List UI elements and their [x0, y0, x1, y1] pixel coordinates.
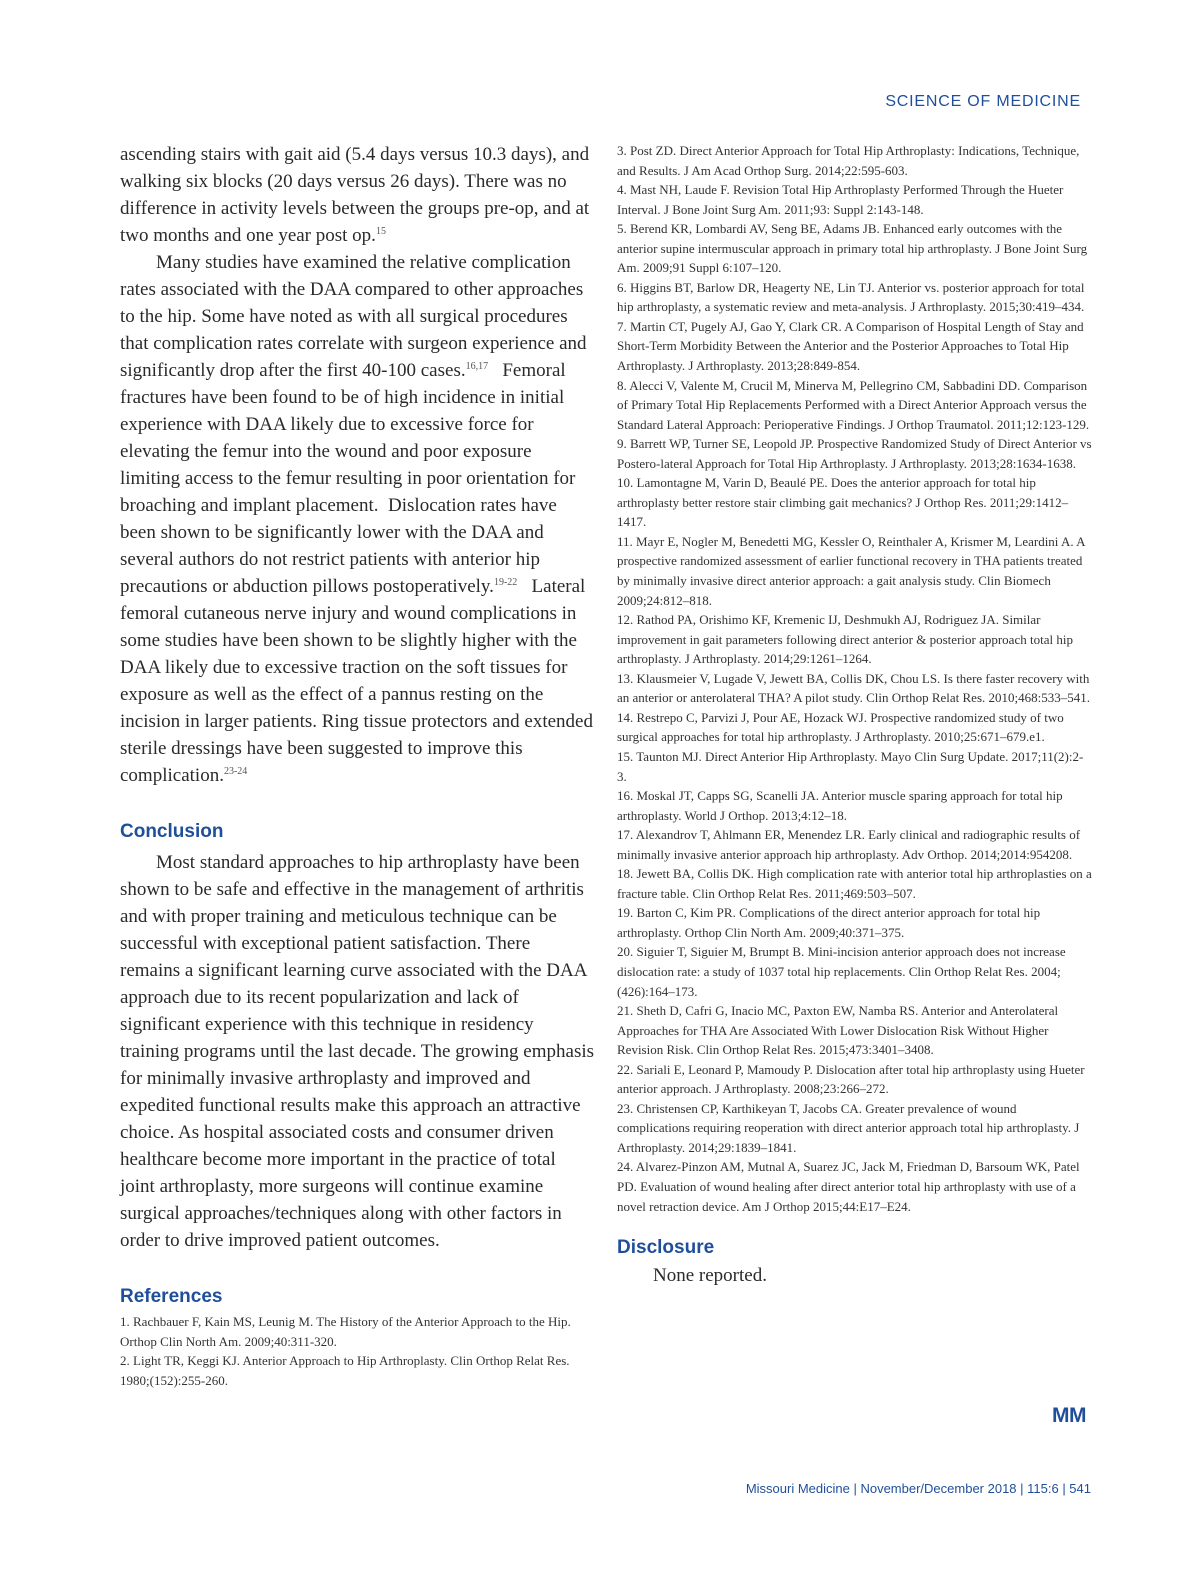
reference-item: 1. Rachbauer F, Kain MS, Leunig M. The History of the Anterior Approach to the Hip. Orthop Clin North Am. 2009;40:311-320. [120, 1314, 571, 1349]
reference-item: 14. Restrepo C, Parvizi J, Pour AE, Hozack WJ. Prospective randomized study of two surgical approaches for total hip arthroplasty. J Arthroplasty. 2010;25:671–679.e1. [617, 709, 1064, 745]
disclosure-heading: Disclosure [617, 1237, 715, 1259]
reference-list-left [120, 1312, 595, 1390]
citation-superscript: 23-24 [223, 766, 248, 777]
references-heading: References [120, 1286, 223, 1307]
reference-item: 23. Christensen CP, Karthikeyan T, Jacobs CA. Greater prevalence of wound complications requiring reoperation with direct anterior approach total hip arthroplasty. J Arthroplasty. 2014;29:1839–1841. [617, 1100, 1080, 1155]
citation-superscript: 16,17 [465, 361, 489, 372]
reference-item: 21. Sheth D, Cafri G, Inacio MC, Paxton EW, Namba RS. Anterior and Anterolateral Approaches for THA Are Associated With Lower Dislocation Risk Without Higher Revision Risk. Clin Orthop Relat Res. 2015;473:3401–3408. [617, 1003, 1059, 1058]
paragraph-2-text-3: Lateral femoral cutaneous nerve injury and wound complications in some studies have been shown to be slightly higher with the DAA likely due to excessive traction on the soft tissues for exposure as well as the effect of a pannus resting on the incision in larger patients. Ring tissue protectors and extended sterile dressings have been suggested to improve this complication. [120, 576, 598, 786]
reference-item: 15. Taunton MJ. Direct Anterior Hip Arthroplasty. Mayo Clin Surg Update. 2017;11(2):2-3. [617, 748, 1084, 784]
conclusion-paragraph: Most standard approaches to hip arthroplasty have been shown to be safe and effective in the management of arthritis and with proper training and meticulous technique can be successful with exceptional patient satisfaction. There remains a significant learning curve associated with the DAA approach due to its recent popularization and lack of significant experience with this technique in residency training programs until the last decade. The growing emphasis for minimally invasive arthroplasty and improved and expedited functional results make this approach an attractive choice. As hospital associated costs and consumer driven healthcare become more important in the practice of total joint arthroplasty, more surgeons will continue examine surgical approaches/techniques along with other factors in order to drive improved patient outcomes. [120, 852, 595, 1251]
reference-item: 5. Berend KR, Lombardi AV, Seng BE, Adams JB. Enhanced early outcomes with the anterior supine intermuscular approach in primary total hip arthroplasty. J Bone Joint Surg Am. 2009;91 Suppl 6:107–120. [617, 221, 1088, 276]
paragraph-1-text: ascending stairs with gait aid (5.4 days versus 10.3 days), and walking six blocks (20 days versus 26 days). There was no difference in activity levels between the groups pre-op, and at two months and one year post op. [120, 144, 590, 246]
body-paragraph-2 [120, 249, 598, 789]
reference-item: 2. Light TR, Keggi KJ. Anterior Approach to Hip Arthroplasty. Clin Orthop Relat Res. 1980;(152):255-260. [120, 1353, 570, 1388]
reference-list-right [617, 141, 1092, 1216]
paragraph-2-text-2: Femoral fractures have been found to be of high incidence in initial experience with DAA likely due to excessive force for elevating the femur into the wound and poor exposure limiting access to the femur resulting in poor orientation for broaching and implant placement. Dislocation rates have been shown to be significantly lower with the DAA and several authors do not restrict patients with anterior hip precautions or abduction pillows postoperatively. [120, 360, 581, 597]
disclosure-text: None reported. [653, 1265, 767, 1287]
citation-superscript: 15 [375, 226, 386, 237]
reference-item: 8. Alecci V, Valente M, Crucil M, Minerva M, Pellegrino CM, Sabbadini DD. Comparison of Primary Total Hip Replacements Performed with a Direct Anterior Approach versus the Standard Lateral Approach: Perioperative Findings. J Orthop Traumatol. 2011;12:123-129. [617, 377, 1090, 432]
reference-item: 7. Martin CT, Pugely AJ, Gao Y, Clark CR. A Comparison of Hospital Length of Stay and Short-Term Morbidity Between the Anterior and the Posterior Approaches to Total Hip Arthroplasty. J Arthroplasty. 2013;28:849-854. [617, 318, 1084, 374]
reference-item: 16. Moskal JT, Capps SG, Scanelli JA. Anterior muscle sparing approach for total hip arthroplasty. World J Orthop. 2013;4:12–18. [617, 788, 1063, 823]
reference-item: 10. Lamontagne M, Varin D, Beaulé PE. Does the anterior approach for total hip arthroplasty better restore stair climbing gait mechanics? J Orthop Res. 2011;29:1412–1417. [617, 475, 1069, 530]
reference-item: 18. Jewett BA, Collis DK. High complication rate with anterior total hip arthroplasties on a fracture table. Clin Orthop Relat Res. 2011;469:503–507. [617, 866, 1092, 901]
paragraph-2-text-1: Many studies have examined the relative complication rates associated with the DAA compared to other approaches to the hip. Some have noted as with all surgical procedures that complication rates correlate with surgeon experience and significantly drop after the first 40-100 cases. [120, 252, 587, 381]
section-label: SCIENCE OF MEDICINE [885, 93, 1081, 110]
reference-item: 6. Higgins BT, Barlow DR, Heagerty NE, Lin TJ. Anterior vs. posterior approach for total hip arthroplasty, a systematic review and meta-analysis. J Arthroplasty. 2015;30:419–434. [617, 279, 1085, 315]
reference-item: 3. Post ZD. Direct Anterior Approach for Total Hip Arthroplasty: Indications, Technique, and Results. J Am Acad Orthop Surg. 2014;22:595-603. [617, 143, 1080, 178]
conclusion-heading: Conclusion [120, 821, 224, 842]
reference-item: 19. Barton C, Kim PR. Complications of the direct anterior approach for total hip arthroplasty. Orthop Clin North Am. 2009;40:371–375. [617, 905, 1041, 940]
reference-item: 13. Klausmeier V, Lugade V, Jewett BA, Collis DK, Chou LS. Is there faster recovery with an anterior or anterolateral THA? A pilot study. Clin Orthop Relat Res. 2010;468:533–541. [617, 670, 1090, 706]
left-column [120, 141, 598, 1390]
page-footer: Missouri Medicine | November/December 2018 | 115:6 | 541 [745, 1481, 1091, 1496]
reference-item: 11. Mayr E, Nogler M, Benedetti MG, Kessler O, Reinthaler A, Krismer M, Leardini A. A prospective randomized assessment of earlier functional recovery in THA patients treated by minimally invasive direct anterior approach: a gait analysis study. Clin Biomech 2009;24:812–818. [617, 533, 1085, 608]
reference-item: 22. Sariali E, Leonard P, Mamoudy P. Dislocation after total hip arthroplasty using Hueter anterior approach. J Arthroplasty. 2008;23:266–272. [617, 1061, 1085, 1097]
reference-item: 12. Rathod PA, Orishimo KF, Kremenic IJ, Deshmukh AJ, Rodriguez JA. Similar improvement in gait parameters following direct anterior & posterior approach total hip arthroplasty. J Arthroplasty. 2014;29:1261–1264. [617, 612, 1073, 667]
body-paragraph-1 [120, 141, 595, 249]
reference-item: 24. Alvarez-Pinzon AM, Mutnal A, Suarez JC, Jack M, Friedman D, Barsoum WK, Patel PD. Evaluation of wound healing after direct anterior total hip arthroplasty with use of a novel retraction device. Am J Orthop 2015;44:E17–E24. [617, 1159, 1080, 1214]
citation-superscript: 19-22 [493, 577, 518, 588]
right-column [617, 141, 1092, 1289]
reference-item: 17. Alexandrov T, Ahlmann ER, Menendez LR. Early clinical and radiographic results of minimally invasive anterior approach hip arthroplasty. Adv Orthop. 2014;2014:954208. [617, 827, 1081, 862]
reference-item: 4. Mast NH, Laude F. Revision Total Hip Arthroplasty Performed Through the Hueter Interval. J Bone Joint Surg Am. 2011;93: Suppl 2:143-148. [617, 182, 1064, 217]
reference-item: 20. Siguier T, Siguier M, Brumpt B. Mini-incision anterior approach does not increase dislocation rate: a study of 1037 total hip replacements. Clin Orthop Relat Res. 2004;(426):164–173. [617, 944, 1066, 999]
reference-item: 9. Barrett WP, Turner SE, Leopold JP. Prospective Randomized Study of Direct Anterior vs Postero-lateral Approach for Total Hip Arthroplasty. J Arthroplasty. 2013;28:1634-1638. [617, 436, 1092, 471]
mm-logo: MM [1052, 1404, 1086, 1427]
